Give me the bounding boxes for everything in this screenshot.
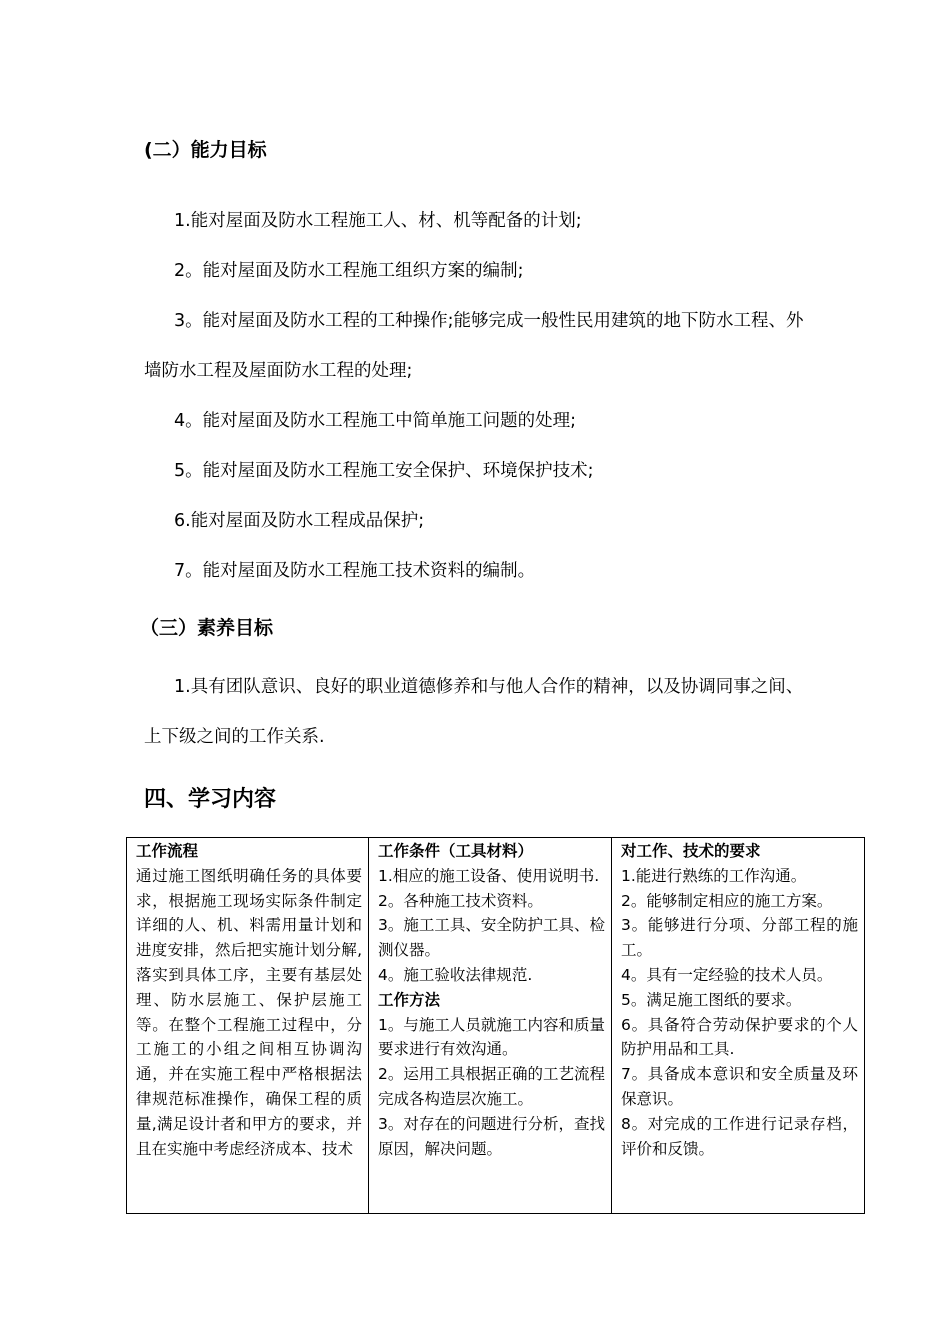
ability-item-6: 6.能对屋面及防水工程成品保护; bbox=[174, 511, 425, 531]
list-item: 1.相应的施工设备、使用说明书. bbox=[378, 866, 600, 885]
list-item: 2。运用工具根据正确的工艺流程完成各构造层次施工。 bbox=[378, 1065, 605, 1108]
list-item: 7。具备成本意识和安全质量及环保意识。 bbox=[621, 1065, 858, 1108]
list-item: 4。施工验收法律规范. bbox=[378, 965, 533, 984]
ability-item-7: 7。能对屋面及防水工程施工技术资料的编制。 bbox=[174, 561, 536, 581]
conditions-header: 工作条件（工具材料） bbox=[378, 842, 534, 860]
workflow-cell bbox=[127, 838, 369, 1214]
list-item: 2。能够制定相应的施工方案。 bbox=[621, 891, 833, 910]
table-row bbox=[127, 838, 865, 1214]
list-item: 5。满足施工图纸的要求。 bbox=[621, 990, 802, 1009]
list-item: 3。对存在的问题进行分析，查找原因，解决问题。 bbox=[378, 1114, 605, 1158]
list-item: 1.能进行熟练的工作沟通。 bbox=[621, 866, 807, 885]
workflow-text: 通过施工图纸明确任务的具体要求，根据施工现场实际条件制定详细的人、机、料需用量计划和进度安排，然后把实施计划分解,落实到具体工序，主要有基层处理、防水层施工、保护层施工等。在整个工程施工过程中，分工施工的小组之间相互协调沟通，并在实施工程中严格根据法律规范标准操作，确保工程的质量,满足设计者和甲方的要求，并且在实施中考虑经济成本、技术 bbox=[136, 866, 362, 1158]
requirements-cell bbox=[612, 838, 865, 1214]
conditions-cell bbox=[369, 838, 612, 1214]
list-item: 6。具备符合劳动保护要求的个人防护用品和工具. bbox=[621, 1015, 858, 1059]
learning-content-table bbox=[126, 837, 865, 1214]
ability-item-4: 4。能对屋面及防水工程施工中简单施工问题的处理; bbox=[174, 411, 577, 431]
list-item: 1。与施工人员就施工内容和质量要求进行有效沟通。 bbox=[378, 1015, 605, 1059]
methods-header: 工作方法 bbox=[378, 990, 441, 1009]
ability-item-1: 1.能对屋面及防水工程施工人、材、机等配备的计划; bbox=[174, 211, 582, 231]
list-item: 3。能够进行分项、分部工程的施工。 bbox=[621, 916, 858, 960]
list-item: 3。施工工具、安全防护工具、检测仪器。 bbox=[378, 916, 605, 960]
ability-item-5: 5。能对屋面及防水工程施工安全保护、环境保护技术; bbox=[174, 461, 594, 481]
learning-heading: 四、学习内容 bbox=[144, 787, 277, 812]
ability-item-2: 2。能对屋面及防水工程施工组织方案的编制; bbox=[174, 261, 524, 281]
quality-item-1: 1.具有团队意识、良好的职业道德修养和与他人合作的精神，以及协调同事之间、上下级之间的工作关系. bbox=[144, 677, 804, 747]
requirements-header: 对工作、技术的要求 bbox=[621, 842, 761, 860]
workflow-header: 工作流程 bbox=[136, 842, 199, 860]
list-item: 2。各种施工技术资料。 bbox=[378, 891, 543, 910]
list-item: 4。具有一定经验的技术人员。 bbox=[621, 965, 833, 984]
ability-heading: (二）能力目标 bbox=[144, 139, 267, 161]
ability-item-3: 3。能对屋面及防水工程的工种操作;能够完成一般性民用建筑的地下防水工程、外墙防水工程及屋面防水工程的处理; bbox=[144, 311, 804, 381]
quality-heading: （三）素养目标 bbox=[140, 617, 274, 639]
list-item: 8。对完成的工作进行记录存档，评价和反馈。 bbox=[621, 1114, 858, 1158]
